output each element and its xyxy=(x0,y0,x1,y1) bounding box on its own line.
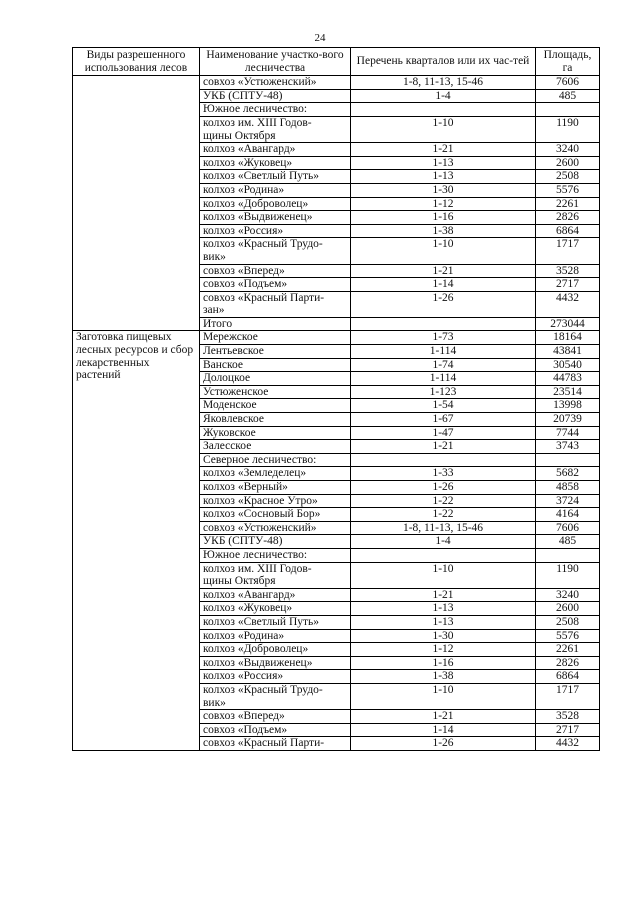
district-name-cell: УКБ (СПТУ-48) xyxy=(200,535,351,549)
area-cell: 3528 xyxy=(536,710,600,724)
district-name-cell: колхоз «Россия» xyxy=(200,670,351,684)
area-cell: 7744 xyxy=(536,426,600,440)
area-cell: 1190 xyxy=(536,562,600,588)
district-name-cell: совхоз «Вперед» xyxy=(200,710,351,724)
area-cell: 5682 xyxy=(536,467,600,481)
quarters-cell: 1-16 xyxy=(351,656,536,670)
quarters-cell: 1-8, 11-13, 15-46 xyxy=(351,521,536,535)
area-cell: 2717 xyxy=(536,723,600,737)
quarters-cell: 1-4 xyxy=(351,89,536,103)
use-type-cell: Заготовка пищевых лесных ресурсов и сбор лекарственных растений xyxy=(73,331,200,750)
area-cell: 7606 xyxy=(536,521,600,535)
district-name-cell: колхоз «Красный Трудо- вик» xyxy=(200,238,351,264)
district-name-cell: колхоз «Светлый Путь» xyxy=(200,615,351,629)
quarters-cell: 1-38 xyxy=(351,224,536,238)
quarters-cell: 1-47 xyxy=(351,426,536,440)
quarters-cell: 1-26 xyxy=(351,737,536,751)
area-cell xyxy=(536,548,600,562)
district-name-cell: колхоз «Верный» xyxy=(200,481,351,495)
district-name-cell: колхоз «Красный Трудо- вик» xyxy=(200,683,351,709)
district-name-cell: колхоз «Россия» xyxy=(200,224,351,238)
quarters-cell: 1-21 xyxy=(351,588,536,602)
area-cell: 6864 xyxy=(536,670,600,684)
quarters-cell: 1-4 xyxy=(351,535,536,549)
quarters-cell: 1-10 xyxy=(351,562,536,588)
district-name-cell: колхоз «Жуковец» xyxy=(200,602,351,616)
area-cell: 2261 xyxy=(536,197,600,211)
quarters-cell xyxy=(351,103,536,117)
quarters-cell: 1-74 xyxy=(351,358,536,372)
district-name-cell: Жуковское xyxy=(200,426,351,440)
quarters-cell: 1-13 xyxy=(351,156,536,170)
district-name-cell: совхоз «Подъем» xyxy=(200,278,351,292)
district-name-cell: колхоз «Доброволец» xyxy=(200,197,351,211)
quarters-cell: 1-114 xyxy=(351,345,536,359)
quarters-cell: 1-30 xyxy=(351,629,536,643)
district-name-cell: совхоз «Подъем» xyxy=(200,723,351,737)
area-cell: 20739 xyxy=(536,413,600,427)
area-cell: 18164 xyxy=(536,331,600,345)
quarters-cell: 1-26 xyxy=(351,291,536,317)
quarters-cell: 1-73 xyxy=(351,331,536,345)
quarters-cell: 1-8, 11-13, 15-46 xyxy=(351,76,536,90)
table-row xyxy=(73,76,600,90)
quarters-cell: 1-12 xyxy=(351,643,536,657)
district-name-cell: Залесское xyxy=(200,440,351,454)
district-name-cell: колхоз «Авангард» xyxy=(200,143,351,157)
district-name-cell: Устюженское xyxy=(200,385,351,399)
area-cell: 1190 xyxy=(536,116,600,142)
use-type-cell xyxy=(73,76,200,331)
quarters-cell: 1-22 xyxy=(351,494,536,508)
district-name-cell: колхоз «Сосновый Бор» xyxy=(200,508,351,522)
district-name-cell: колхоз им. XIII Годов- щины Октября xyxy=(200,562,351,588)
district-name-cell: Ванское xyxy=(200,358,351,372)
quarters-cell: 1-21 xyxy=(351,710,536,724)
quarters-cell: 1-10 xyxy=(351,238,536,264)
area-cell: 485 xyxy=(536,89,600,103)
district-name-cell: Северное лесничество: xyxy=(200,453,351,467)
area-cell: 2600 xyxy=(536,602,600,616)
area-cell: 4858 xyxy=(536,481,600,495)
quarters-cell xyxy=(351,548,536,562)
quarters-cell: 1-14 xyxy=(351,723,536,737)
quarters-cell: 1-123 xyxy=(351,385,536,399)
district-name-cell: колхоз «Авангард» xyxy=(200,588,351,602)
quarters-cell: 1-13 xyxy=(351,615,536,629)
quarters-cell: 1-26 xyxy=(351,481,536,495)
quarters-cell: 1-21 xyxy=(351,143,536,157)
district-name-cell: колхоз «Доброволец» xyxy=(200,643,351,657)
table-header-row xyxy=(73,48,600,76)
area-cell: 30540 xyxy=(536,358,600,372)
area-cell: 2261 xyxy=(536,643,600,657)
quarters-cell: 1-22 xyxy=(351,508,536,522)
district-name-cell: колхоз «Жуковец» xyxy=(200,156,351,170)
area-cell: 5576 xyxy=(536,629,600,643)
area-cell: 3743 xyxy=(536,440,600,454)
quarters-cell: 1-54 xyxy=(351,399,536,413)
district-name-cell: колхоз «Родина» xyxy=(200,629,351,643)
area-cell: 3724 xyxy=(536,494,600,508)
area-cell: 5576 xyxy=(536,183,600,197)
area-cell: 3240 xyxy=(536,588,600,602)
quarters-cell: 1-33 xyxy=(351,467,536,481)
header-quarters: Перечень кварталов или их час-тей xyxy=(351,48,536,76)
quarters-cell: 1-21 xyxy=(351,440,536,454)
header-area: Площадь, га xyxy=(536,48,600,76)
quarters-cell: 1-10 xyxy=(351,683,536,709)
quarters-cell: 1-10 xyxy=(351,116,536,142)
area-cell: 4432 xyxy=(536,737,600,751)
district-name-cell: Лентьевское xyxy=(200,345,351,359)
quarters-cell xyxy=(351,317,536,331)
quarters-cell: 1-67 xyxy=(351,413,536,427)
district-name-cell: УКБ (СПТУ-48) xyxy=(200,89,351,103)
district-name-cell: колхоз им. XIII Годов- щины Октября xyxy=(200,116,351,142)
quarters-cell: 1-13 xyxy=(351,602,536,616)
area-cell: 13998 xyxy=(536,399,600,413)
area-cell: 2508 xyxy=(536,615,600,629)
district-name-cell: Итого xyxy=(200,317,351,331)
district-name-cell: колхоз «Земледелец» xyxy=(200,467,351,481)
district-name-cell: колхоз «Родина» xyxy=(200,183,351,197)
district-name-cell: колхоз «Выдвиженец» xyxy=(200,211,351,225)
header-district-name: Наименование участко-вого лесничества xyxy=(200,48,351,76)
area-cell: 3240 xyxy=(536,143,600,157)
area-cell: 7606 xyxy=(536,76,600,90)
area-cell: 485 xyxy=(536,535,600,549)
area-cell: 43841 xyxy=(536,345,600,359)
area-cell: 4164 xyxy=(536,508,600,522)
forest-use-table xyxy=(72,47,600,751)
area-cell: 2717 xyxy=(536,278,600,292)
area-cell: 2508 xyxy=(536,170,600,184)
quarters-cell: 1-30 xyxy=(351,183,536,197)
district-name-cell: совхоз «Красный Парти- зан» xyxy=(200,291,351,317)
area-cell: 2600 xyxy=(536,156,600,170)
quarters-cell: 1-21 xyxy=(351,264,536,278)
area-cell: 44783 xyxy=(536,372,600,386)
district-name-cell: совхоз «Устюженский» xyxy=(200,76,351,90)
area-cell: 6864 xyxy=(536,224,600,238)
table-row xyxy=(73,331,600,345)
quarters-cell: 1-38 xyxy=(351,670,536,684)
district-name-cell: совхоз «Красный Парти- xyxy=(200,737,351,751)
district-name-cell: Долоцкое xyxy=(200,372,351,386)
area-cell: 2826 xyxy=(536,656,600,670)
district-name-cell: Яковлевское xyxy=(200,413,351,427)
quarters-cell: 1-114 xyxy=(351,372,536,386)
quarters-cell: 1-12 xyxy=(351,197,536,211)
district-name-cell: Южное лесничество: xyxy=(200,548,351,562)
district-name-cell: колхоз «Красное Утро» xyxy=(200,494,351,508)
quarters-cell: 1-16 xyxy=(351,211,536,225)
quarters-cell: 1-13 xyxy=(351,170,536,184)
area-cell: 4432 xyxy=(536,291,600,317)
area-cell: 1717 xyxy=(536,683,600,709)
area-cell: 3528 xyxy=(536,264,600,278)
page-number: 24 xyxy=(314,32,326,44)
area-cell: 23514 xyxy=(536,385,600,399)
quarters-cell xyxy=(351,453,536,467)
area-cell: 1717 xyxy=(536,238,600,264)
district-name-cell: колхоз «Светлый Путь» xyxy=(200,170,351,184)
quarters-cell: 1-14 xyxy=(351,278,536,292)
district-name-cell: совхоз «Устюженский» xyxy=(200,521,351,535)
district-name-cell: колхоз «Выдвиженец» xyxy=(200,656,351,670)
district-name-cell: Мережское xyxy=(200,331,351,345)
district-name-cell: Моденское xyxy=(200,399,351,413)
area-cell xyxy=(536,453,600,467)
district-name-cell: совхоз «Вперед» xyxy=(200,264,351,278)
table-body xyxy=(73,76,600,751)
area-cell: 273044 xyxy=(536,317,600,331)
area-cell xyxy=(536,103,600,117)
header-use-type: Виды разрешенного использования лесов xyxy=(73,48,200,76)
district-name-cell: Южное лесничество: xyxy=(200,103,351,117)
area-cell: 2826 xyxy=(536,211,600,225)
